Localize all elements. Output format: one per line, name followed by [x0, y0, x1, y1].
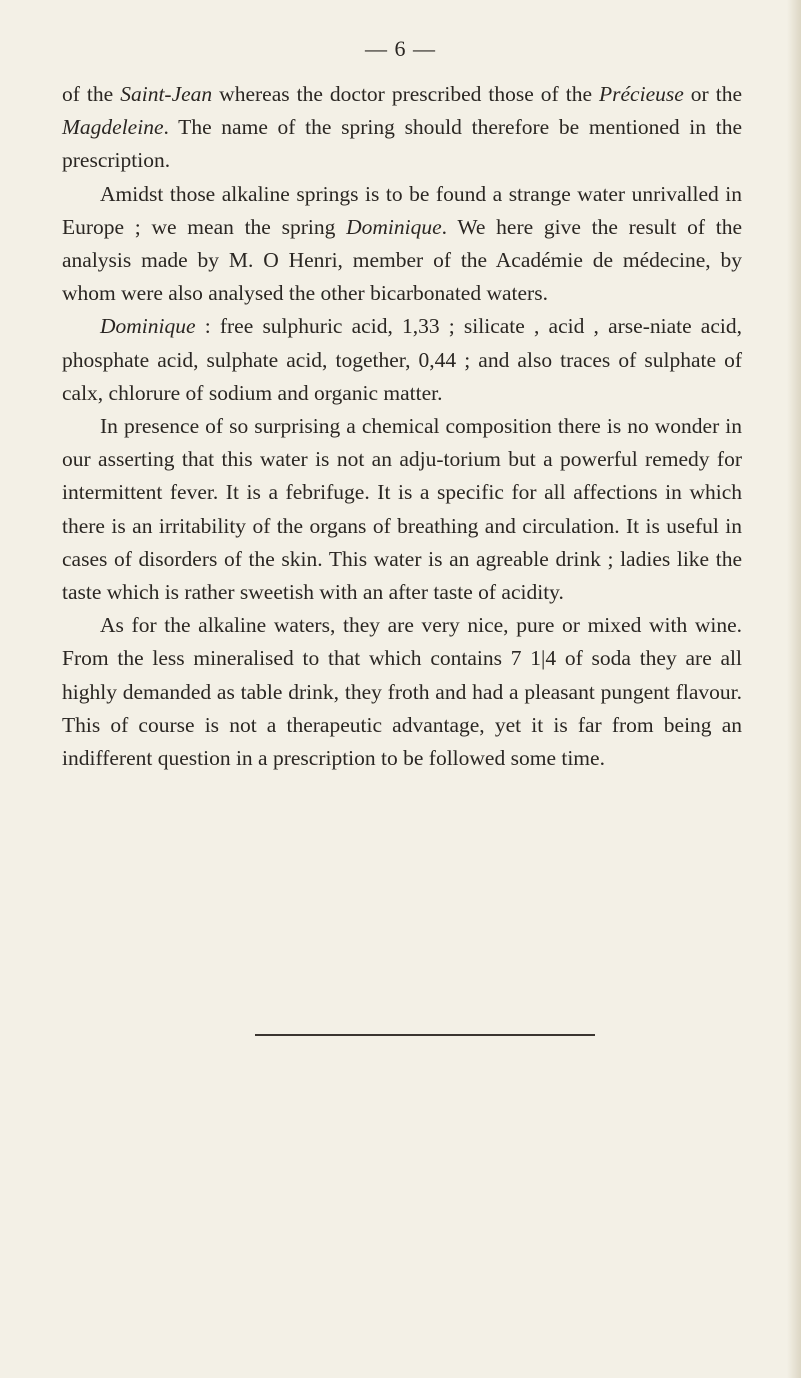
text-segment: : free sulphuric acid, 1,33 ; silicate , acid , arse-niate acid, phosphate acid, sulphate acid, together, 0,44 ; and also traces of sulphate of calx, chlorure of sodium and organic matter. [62, 314, 742, 405]
text-segment: As for the alkaline waters, they are very nice, pure or mixed with wine. From the less mineralised to that which contains 7 1|4 of soda they are all highly demanded as table drink, they froth and had a pleasant pungent flavour. This of course is not a therapeutic advantage, yet it is far from being an indifferent question in a prescription to be followed some time. [62, 613, 742, 771]
horizontal-rule [255, 1034, 595, 1036]
text-segment: Amidst those alkaline springs is to be found a strange water unrivalled in Europe ; we mean the spring [62, 181, 742, 239]
spring-name-dominique: Dominique [346, 214, 442, 239]
paragraph-5 [62, 609, 742, 775]
paragraph-3 [62, 310, 742, 410]
body-text [62, 78, 742, 775]
text-segment: . The name of the spring should therefore be mentioned in the prescription. [62, 115, 742, 173]
paragraph-1 [62, 78, 742, 178]
text-segment: or the [683, 82, 742, 106]
paragraph-2 [62, 178, 742, 311]
text-segment: In presence of so surprising a chemical composition there is no wonder in our asserting that this water is not an adju-torium but a powerful remedy for intermittent fever. It is a febrifuge. It is a specific for all affections in which there is an irritability of the organs of breathing and circulation. It is useful in cases of disorders of the skin. This water is an agreable drink ; ladies like the taste which is rather sweetish with an after taste of acidity. [62, 414, 742, 605]
spring-name-dominique: Dominique [100, 314, 196, 339]
paragraph-4 [62, 410, 742, 609]
text-segment: . We here give the result of the analysis made by M. O Henri, member of the Académie de médecine, by whom were also analysed the other bicarbonated waters. [62, 214, 743, 306]
spring-name-saint-jean: Saint-Jean [120, 82, 213, 106]
spring-name-precieuse: Précieuse [599, 82, 684, 106]
spring-name-magdeleine: Magdeleine [62, 115, 164, 140]
page-edge-shadow [787, 0, 801, 1378]
text-segment: of the [62, 82, 121, 106]
text-segment: whereas the doctor prescribed those of the [212, 82, 600, 106]
page-number: — 6 — [365, 36, 436, 61]
